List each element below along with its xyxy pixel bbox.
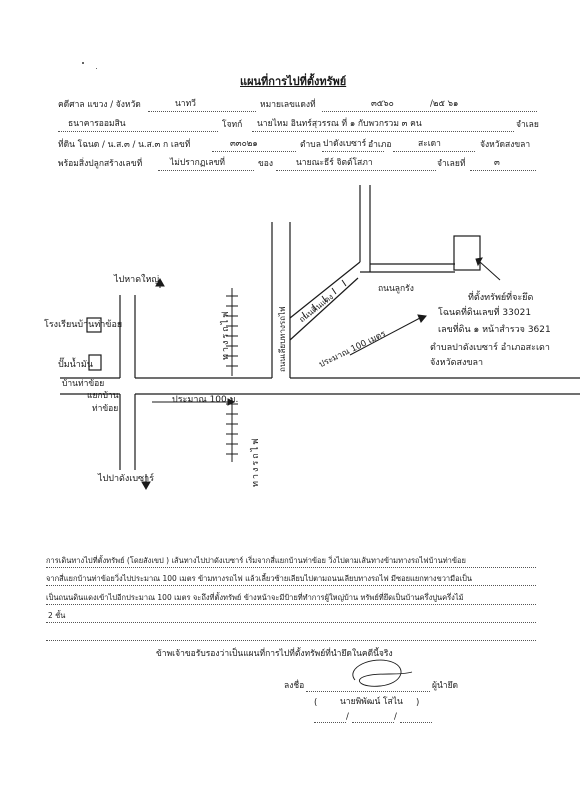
certify-text: ข้าพเจ้าขอรับรองว่าเป็นแผนที่การไปที่ตั้งทรัพย์ที่นำยึดในคดีนี้จริง: [156, 649, 393, 659]
defendant-role: จำเลย: [516, 120, 539, 130]
railway-north-label: ทางรถไฟ: [221, 309, 231, 360]
owner-label: ของ: [258, 159, 274, 169]
red-soil-label: ถนนดินแดง: [297, 292, 335, 325]
land-no-value: ๓๓๐๒๑: [230, 139, 258, 149]
directions-line-4: 2 ชั้น: [48, 611, 66, 620]
junction-label: บ้านท่าข้อย: [62, 379, 105, 389]
property-label-3: เลขที่ดิน ๑ หน้าสำรวจ 3621: [438, 325, 551, 335]
directions-line-3: เป็นถนนดินแดงเข้าไปอีกประมาณ 100 เมตร จะถึงที่ตั้งทรัพย์ ข้างหน้าจะมีป้ายที่ทำการผู้ใหญ่บ้าน ทรัพย์ที่ยึดเป็นบ้านครึ่งปูนครึ่งไม้: [46, 593, 464, 602]
name-open-paren: (: [314, 698, 318, 708]
railway-south-label: ทางรถไฟ: [251, 436, 261, 487]
property-label-2: โฉนดที่ดินเลขที่ 33021: [438, 308, 532, 318]
property-label-4: ตำบลปาดังเบซาร์ อำเภอสะเดา: [430, 343, 550, 353]
to-padang-label: ไปปาดังเบซาร์: [98, 474, 155, 484]
date-rule-month: [352, 722, 394, 723]
owner-value: นายณะธีร์ จิตต์โสภา: [296, 158, 373, 168]
defendant-no-label: จำเลยที่: [437, 159, 466, 169]
handwritten-signature: [353, 660, 412, 686]
plaintiff-value: ธนาคารออมสิน: [68, 119, 126, 129]
defendant-no-value: ๓: [494, 158, 500, 168]
junction-label-2: แยกบ้าน: [87, 391, 119, 401]
sign-rule: [306, 691, 430, 692]
tambon-value: ปาดังเบซาร์: [323, 139, 367, 149]
junction-label-3: ท่าข้อย: [92, 404, 119, 414]
directions-line-1: การเดินทางไปที่ตั้งทรัพย์ (โดยสังเขป ) เส้นทางไปปาดังเบซาร์ เริ่มจากสี่แยกบ้านท่าข้อย วิ่งไปตามเส้นทางข้ามทางรถไฟบ้านท่าข้อย: [46, 556, 466, 565]
case-year-value: /๒๕ ๖๑: [430, 99, 459, 109]
amphoe-value: สะเดา: [418, 139, 441, 149]
building-label: พร้อมสิ่งปลูกสร้างเลขที่: [58, 159, 143, 169]
case-label: คดีศาล แขวง / จังหวัด: [58, 100, 141, 110]
property-label-1: ที่ตั้งทรัพย์ที่จะยึด: [468, 293, 534, 303]
province-label: จังหวัดสงขลา: [480, 140, 531, 150]
date-rule-day: [314, 722, 346, 723]
date-separator-2: /: [394, 712, 397, 722]
page-title: แผนที่การไปที่ตั้งทรัพย์: [240, 75, 347, 88]
case-no-label: หมายเลขแดงที่: [260, 100, 316, 110]
tambon-label: ตำบล: [300, 140, 321, 150]
name-close-paren: ): [416, 698, 420, 708]
building-value: ไม่ปรากฏเลขที่: [170, 158, 225, 168]
sign-label: ลงชื่อ: [284, 681, 305, 691]
date-rule-year: [400, 722, 432, 723]
land-label: ที่ดิน โฉนด / น.ส.๓ / น.ส.๓ ก เลขที่: [58, 140, 191, 150]
signer-role: ผู้นำยึด: [432, 681, 459, 691]
plaintiff-role: โจทก์: [222, 120, 243, 130]
directions-line-2: จากสี่แยกบ้านท่าข้อยวิ่งไปประมาณ 100 เมตร ข้ามทางรถไฟ แล้วเลี้ยวซ้ายเลียบไปตามถนนเลียบทางรถไฟ มีซอยแยกทางขวามือเป็น: [46, 574, 473, 583]
school-label: โรงเรียนบ้านท่าข้อย: [44, 320, 123, 330]
case-no-value: ๓๕๖๐: [371, 99, 394, 109]
to-hatyai-label: ไปหาดใหญ่: [114, 275, 160, 285]
distance-side-label: ประมาณ 100 เมตร: [317, 329, 388, 371]
distance-main-label: ประมาณ 100 ม.: [172, 395, 239, 405]
fuel-label: ปั๊มน้ำมัน: [58, 360, 93, 370]
parallel-road-label: ถนนเลียบทางรถไฟ: [278, 306, 287, 372]
amphoe-label: อำเภอ: [368, 140, 392, 150]
dirt-road-label: ถนนลูกรัง: [378, 284, 414, 294]
court-value: นาทวี: [175, 99, 196, 109]
signer-name: นายพิพัฒน์ โสไน: [340, 697, 403, 707]
date-separator-1: /: [346, 712, 349, 722]
defendant-value: นายไหม อินทร์สุวรรณ ที่ ๑ กับพวกรวม ๓ คน: [257, 119, 422, 129]
property-label-5: จังหวัดสงขลา: [430, 358, 484, 368]
